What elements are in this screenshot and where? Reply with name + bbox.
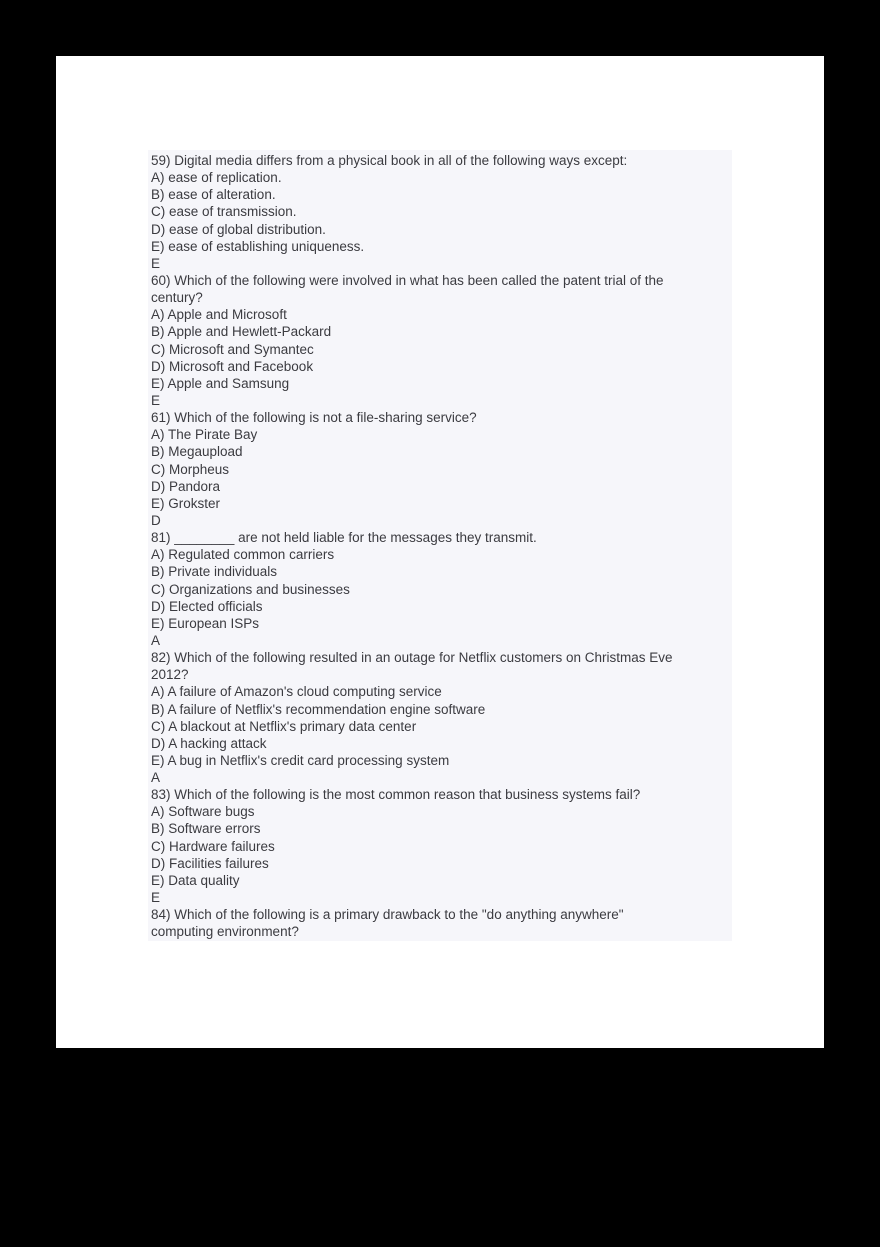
- question-text-line: 83) Which of the following is the most common reason that business systems fail?: [151, 787, 641, 803]
- option-line: D) Pandora: [151, 478, 221, 494]
- option-line: D) ease of global distribution.: [151, 221, 326, 237]
- option-line: A) Apple and Microsoft: [151, 307, 287, 323]
- answer-line: A: [151, 770, 161, 786]
- question-text-line: 2012?: [151, 667, 189, 683]
- option-line: D) Elected officials: [151, 598, 263, 614]
- answer-line: D: [151, 512, 161, 528]
- question-text-line: 59) Digital media differs from a physical book in all of the following ways except:: [151, 153, 628, 168]
- question-text-line: 60) Which of the following were involved in what has been called the patent trial of the: [151, 272, 664, 288]
- option-line: C) Microsoft and Symantec: [151, 341, 314, 357]
- option-line: E) Apple and Samsung: [151, 375, 290, 391]
- question-text-line: 81) ________ are not held liable for the messages they transmit.: [151, 530, 537, 546]
- option-line: C) Morpheus: [151, 461, 230, 477]
- question-text-line: 84) Which of the following is a primary drawback to the "do anything anywhere": [151, 907, 624, 923]
- answer-line: A: [151, 632, 161, 648]
- question-text-line: 82) Which of the following resulted in an outage for Netflix customers on Christmas Eve: [151, 650, 673, 666]
- option-line: C) A blackout at Netflix's primary data center: [151, 718, 417, 734]
- option-line: B) ease of alteration.: [151, 187, 276, 203]
- option-line: B) Software errors: [151, 821, 261, 837]
- option-line: A) ease of replication.: [151, 170, 282, 186]
- option-line: A) A failure of Amazon's cloud computing service: [151, 684, 442, 700]
- option-line: B) Megaupload: [151, 444, 243, 460]
- option-line: B) Apple and Hewlett-Packard: [151, 324, 332, 340]
- question-text-line: century?: [151, 290, 203, 306]
- option-line: D) A hacking attack: [151, 735, 267, 751]
- answer-line: E: [151, 890, 161, 906]
- answer-line: E: [151, 255, 161, 271]
- option-line: B) A failure of Netflix's recommendation engine software: [151, 701, 486, 717]
- question-text-line: 61) Which of the following is not a file-sharing service?: [151, 410, 477, 426]
- option-line: C) Organizations and businesses: [151, 581, 350, 597]
- option-line: E) Data quality: [151, 872, 240, 888]
- quiz-content-block: [148, 150, 732, 941]
- question-text-line: computing environment?: [151, 924, 299, 940]
- option-line: C) Hardware failures: [151, 838, 275, 854]
- answer-line: E: [151, 392, 161, 408]
- option-line: D) Facilities failures: [151, 855, 269, 871]
- option-line: A) Software bugs: [151, 804, 255, 820]
- option-line: E) A bug in Netflix's credit card processing system: [151, 752, 450, 768]
- option-line: C) ease of transmission.: [151, 204, 297, 220]
- option-line: B) Private individuals: [151, 564, 278, 580]
- option-line: A) Regulated common carriers: [151, 547, 335, 563]
- option-line: E) ease of establishing uniqueness.: [151, 238, 365, 254]
- document-page: [56, 56, 824, 1048]
- option-line: D) Microsoft and Facebook: [151, 358, 314, 374]
- option-line: E) European ISPs: [151, 615, 260, 631]
- option-line: A) The Pirate Bay: [151, 427, 258, 443]
- option-line: E) Grokster: [151, 495, 221, 511]
